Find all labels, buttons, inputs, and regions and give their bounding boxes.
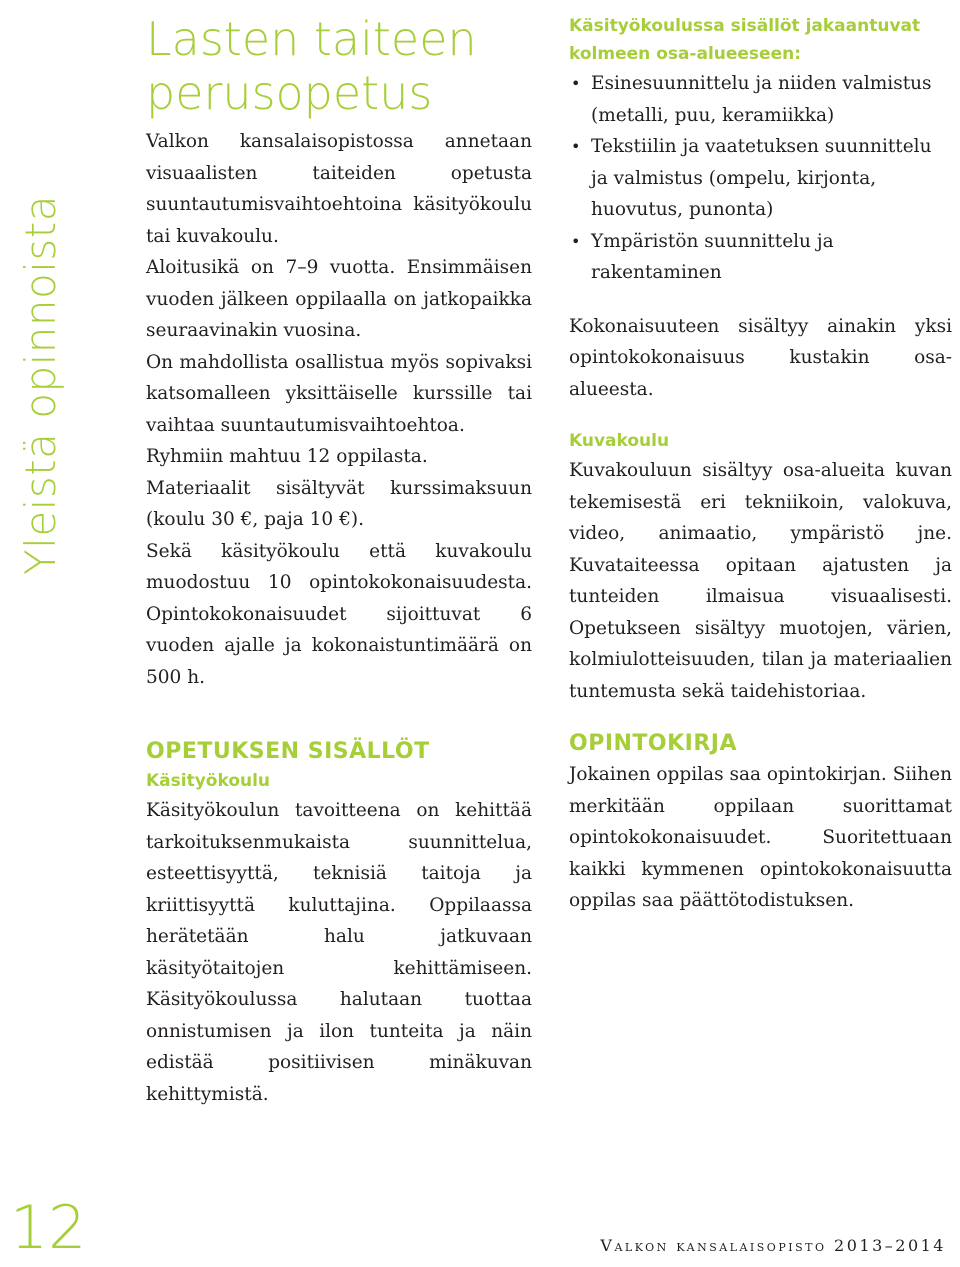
- page-title: Lasten taiteen perusopetus: [146, 12, 477, 120]
- bullet-icon: •: [571, 137, 581, 156]
- subheading-kuvakoulu: Kuvakoulu: [569, 431, 670, 451]
- list-item: • Tekstiilin ja vaatetuksen suunnittelu ja valmistus (ompelu, kirjonta, huovutus, punonta): [569, 131, 952, 226]
- materials-paragraph: Materiaalit sisältyvät kurssimaksuun (koulu 30 €, paja 10 €).: [146, 477, 532, 530]
- opintokirja-paragraph: Jokainen oppilas saa opintokirjan. Siihen merkitään oppilaan suorittamat opintokokonaisuudet. Suoritettuaan kaikki kymmenen opintokokonaisuutta oppilas saa päättötodistuksen.: [569, 764, 952, 911]
- kuvakoulu-paragraph: Kuvakouluun sisältyy osa-alueita kuvan tekemisestä eri tekniikoin, valokuva, video, animaatio, ympäristö jne. Kuvataiteessa opitaan ajatusten ja tunteiden ilmaisua visuaalisesti. Opetukseen sisältyy muotojen, värien, kolmiulotteisuuden, tilan ja materiaalien tuntemusta sekä taidehistoriaa.: [569, 460, 952, 702]
- list-item: • Esinesuunnittelu ja niiden valmistus (metalli, puu, keramiikka): [569, 68, 952, 131]
- intro-paragraph: Valkon kansalaisopistossa annetaan visuaalisten taiteiden opetusta suuntautumisvaihtoehtoina käsityökoulu tai kuvakoulu.: [146, 131, 532, 247]
- structure-paragraph: Sekä käsityökoulu että kuvakoulu muodostuu 10 opintokokonaisuudesta. Opintokokonaisuudet sijoittuvat 6 vuoden ajalle ja kokonaistuntimäärä on 500 h.: [146, 540, 532, 688]
- intro-heading-areas: Käsityökoulussa sisällöt jakaantuvat kolmeen osa-alueeseen:: [569, 16, 921, 64]
- kasityokoulu-paragraph: Käsityökoulun tavoitteena on kehittää tarkoituksenmukaista suunnittelua, esteettisyyttä, teknisiä taitoja ja kriittisyyttä kuluttajina. Oppilaassa herätetään halu jatkuvaan käsityötaitojen kehittämiseen. Käsityökoulussa halutaan tuottaa onnistumisen ja ilon tunteita ja näin edistää positiivisen minäkuvan kehittymistä.: [146, 800, 532, 1105]
- summary-paragraph: Kokonaisuuteen sisältyy ainakin yksi opintokokonaisuus kustakin osa-alueesta.: [569, 315, 952, 400]
- right-column: [569, 12, 952, 917]
- group-size-paragraph: Ryhmiin mahtuu 12 oppilasta.: [146, 446, 428, 467]
- bullet-icon: •: [571, 74, 581, 93]
- section-heading-opintokirja: OPINTOKIRJA: [569, 731, 738, 756]
- age-paragraph: Aloitusikä on 7–9 vuotta. Ensimmäisen vuoden jälkeen oppilaalla on jatkopaikka seuraavinakin vuosina.: [146, 257, 532, 341]
- section-heading-contents: OPETUKSEN SISÄLLÖT: [146, 739, 430, 764]
- page-number: 12: [10, 1193, 87, 1263]
- list-item: • Ympäristön suunnittelu ja rakentaminen: [569, 226, 952, 289]
- side-title: Yleistä opinnoista: [16, 195, 65, 575]
- subheading-kasityokoulu: Käsityökoulu: [146, 771, 271, 791]
- bullet-icon: •: [571, 231, 581, 251]
- area-list: [569, 68, 952, 289]
- left-column: [146, 12, 532, 1110]
- footer: Valkon kansalaisopisto 2013–2014: [600, 1236, 946, 1255]
- participation-paragraph: On mahdollista osallistua myös sopivaksi katsomalleen yksittäiselle kurssille tai vaihtaa suuntautumisvaihtoehtoa.: [146, 351, 532, 436]
